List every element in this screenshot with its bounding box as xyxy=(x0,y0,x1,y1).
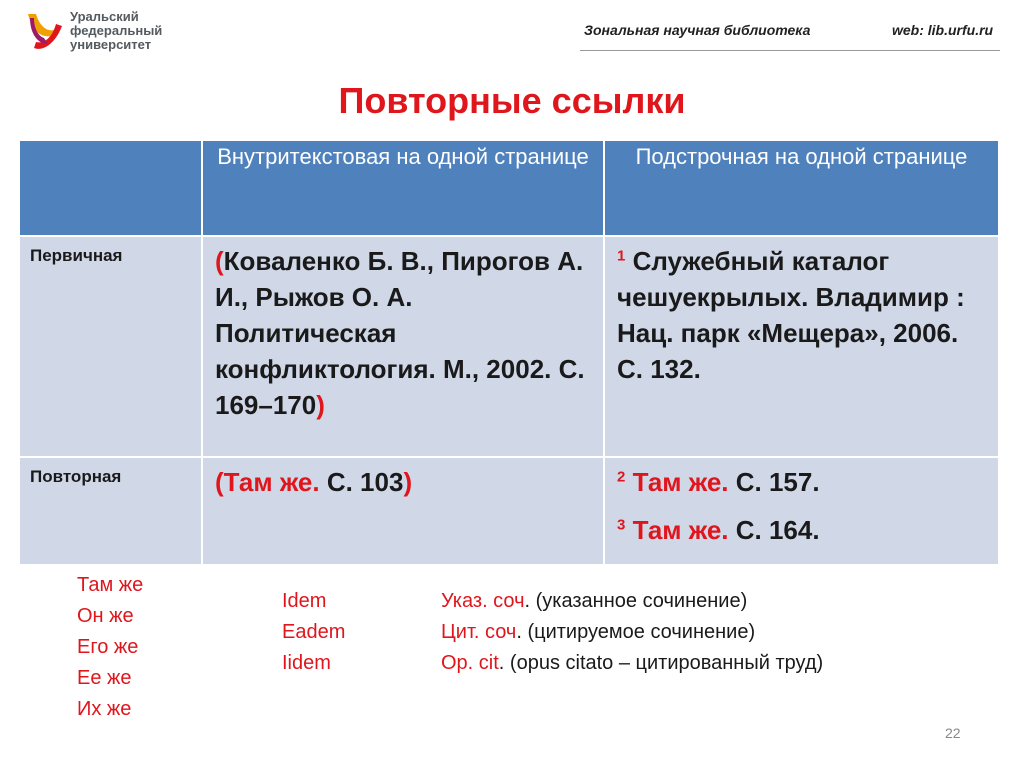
logo-line: Уральский xyxy=(70,9,139,24)
footnote-number: 2 xyxy=(617,468,626,486)
intext-citation-repeated xyxy=(202,457,604,565)
logo-line: университет xyxy=(70,37,152,52)
footnote-text: С. 157. xyxy=(728,467,820,497)
latin-terms-list xyxy=(282,586,345,679)
header-cell-intext: Внутритекстовая на одной странице xyxy=(202,140,604,236)
open-paren: ( xyxy=(215,467,224,497)
abbreviation: Op. cit xyxy=(441,652,499,674)
close-paren: ) xyxy=(316,390,325,420)
abbreviation: Цит. соч xyxy=(441,621,517,643)
slide-title: Повторные ссылки xyxy=(338,80,686,121)
list-item: Iidem xyxy=(282,652,331,674)
list-item: Eadem xyxy=(282,621,346,643)
footnote-item xyxy=(617,243,990,387)
table-row-primary xyxy=(19,236,999,457)
header-cell-footnote: Подстрочная на одной странице xyxy=(604,140,999,236)
row-label-primary: Первичная xyxy=(19,236,202,457)
russian-terms-list xyxy=(77,570,143,725)
logo-line: федеральный xyxy=(70,23,163,38)
ibid-text: Там же. xyxy=(223,467,320,497)
abbreviations-list xyxy=(441,586,823,679)
ibid-text: Там же. xyxy=(632,515,729,545)
footnote-text: С. 164. xyxy=(728,515,820,545)
urfu-logo-mark xyxy=(22,8,66,54)
close-paren: ) xyxy=(403,467,413,497)
library-name: Зональная научная библиотека xyxy=(584,22,811,38)
open-paren: ( xyxy=(215,246,224,276)
list-item: Его же xyxy=(77,636,139,658)
abbreviation-meaning: . (цитируемое сочинение) xyxy=(516,621,756,643)
ibid-text: Там же. xyxy=(632,467,729,497)
university-logo xyxy=(22,8,212,58)
table-row-repeated xyxy=(19,457,999,565)
footnote-number: 3 xyxy=(617,516,626,534)
footnote-number: 1 xyxy=(617,247,626,265)
intext-citation-primary xyxy=(202,236,604,457)
citation-text: С. 103 xyxy=(319,467,404,497)
abbreviation-meaning: . (указанное сочинение) xyxy=(524,590,748,612)
list-item: Idem xyxy=(282,590,327,612)
citation-text: Коваленко Б. В., Пирогов А. И., Рыжов О. А. Политическая конфликтология. М., 2002. С. 169–170 xyxy=(215,246,585,420)
header-cell-empty xyxy=(19,140,202,236)
list-item xyxy=(441,648,823,679)
page-number: 22 xyxy=(945,725,961,741)
row-label-repeated: Повторная xyxy=(19,457,202,565)
list-item xyxy=(441,586,823,617)
footnote-citation-repeated xyxy=(604,457,999,565)
list-item: Их же xyxy=(77,698,132,720)
library-website[interactable]: web: lib.urfu.ru xyxy=(892,22,994,38)
list-item: Он же xyxy=(77,605,134,627)
logo-wordmark xyxy=(70,10,162,52)
citations-table xyxy=(18,139,1000,566)
footnote-citation-primary xyxy=(604,236,999,457)
abbreviation: Указ. соч xyxy=(441,590,525,612)
list-item: Ее же xyxy=(77,667,132,689)
footnote-item xyxy=(617,512,990,548)
list-item: Там же xyxy=(77,574,144,596)
abbreviation-meaning: . (opus citato – цитированный труд) xyxy=(498,652,824,674)
footnote-text: Служебный каталог чешуекрылых. Владимир : Нац. парк «Мещера», 2006. С. 132. xyxy=(617,246,965,384)
table-header-row xyxy=(19,140,999,236)
header-divider xyxy=(580,50,1000,51)
list-item xyxy=(441,617,823,648)
footnote-item xyxy=(617,464,990,500)
